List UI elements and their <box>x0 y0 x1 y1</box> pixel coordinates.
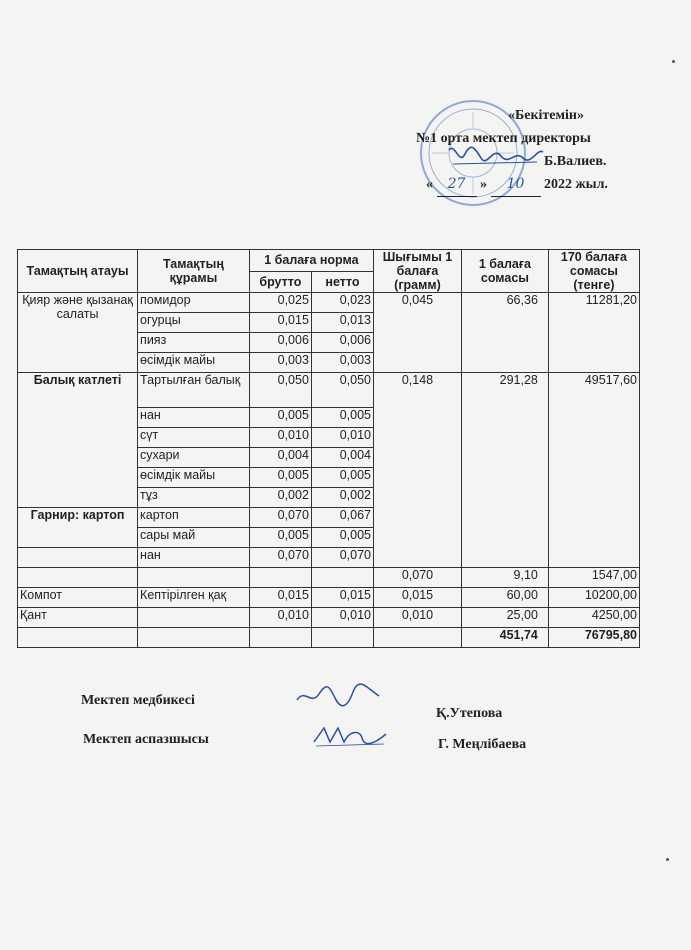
header-cost-one: 1 балаға сомасы <box>461 250 548 293</box>
menu-table <box>17 249 640 648</box>
nurse-signature <box>293 682 383 712</box>
cook-role: Мектеп аспазшысы <box>83 732 209 747</box>
dish-name: Қияр және қызанақ салаты <box>18 293 138 373</box>
netto: 0,013 <box>311 313 373 333</box>
table-row <box>18 568 640 588</box>
cost-one: 291,28 <box>461 373 548 568</box>
netto: 0,050 <box>311 373 373 408</box>
header-brutto: брутто <box>249 271 311 293</box>
ingredient: Тартылған балық <box>138 373 250 408</box>
ingredient: Кептірілген қақ <box>138 588 250 608</box>
cost-one: 60,00 <box>461 588 548 608</box>
brutto: 0,010 <box>249 428 311 448</box>
netto: 0,002 <box>311 488 373 508</box>
brutto: 0,025 <box>249 293 311 313</box>
output: 0,148 <box>374 373 462 568</box>
netto: 0,005 <box>311 468 373 488</box>
cost-one: 25,00 <box>461 608 548 628</box>
brutto: 0,010 <box>249 608 311 628</box>
cost-all: 11281,20 <box>548 293 639 373</box>
ingredient: огурцы <box>138 313 250 333</box>
ingredient: картоп <box>138 508 250 528</box>
totals-row <box>18 628 640 648</box>
cost-all: 49517,60 <box>548 373 639 568</box>
approval-date: « 27 » 10 2022 жыл. <box>416 173 636 197</box>
dish-name: Компот <box>18 588 138 608</box>
ingredient: пияз <box>138 333 250 353</box>
netto: 0,003 <box>311 353 373 373</box>
brutto: 0,004 <box>249 448 311 468</box>
cost-all: 1547,00 <box>548 568 639 588</box>
header-dish-name: Тамақтың атауы <box>18 250 138 293</box>
cost-one: 66,36 <box>461 293 548 373</box>
cost-all: 10200,00 <box>548 588 639 608</box>
header-cost-all: 170 балаға сомасы (тенге) <box>548 250 639 293</box>
brutto: 0,005 <box>249 528 311 548</box>
ingredient: өсімдік майы <box>138 468 250 488</box>
ingredient: тұз <box>138 488 250 508</box>
table-row <box>18 608 640 628</box>
dish-name: Қант <box>18 608 138 628</box>
output: 0,045 <box>374 293 462 373</box>
netto: 0,067 <box>311 508 373 528</box>
brutto: 0,015 <box>249 588 311 608</box>
cost-all: 4250,00 <box>548 608 639 628</box>
ingredient: помидор <box>138 293 250 313</box>
header-row <box>18 250 640 272</box>
netto: 0,070 <box>311 548 373 568</box>
ingredient: өсімдік майы <box>138 353 250 373</box>
ingredient: сүт <box>138 428 250 448</box>
scan-speck <box>666 858 669 861</box>
approval-signatory: Б.Валиев. <box>544 154 607 169</box>
scan-speck <box>672 60 675 63</box>
header-norm: 1 балаға норма <box>249 250 373 272</box>
dish-name: Гарнир: картоп <box>18 508 138 548</box>
netto: 0,023 <box>311 293 373 313</box>
netto: 0,010 <box>311 428 373 448</box>
table-row <box>18 373 640 408</box>
netto: 0,006 <box>311 333 373 353</box>
total-cost-all: 76795,80 <box>548 628 639 648</box>
approval-day: 27 <box>447 176 466 192</box>
brutto: 0,005 <box>249 468 311 488</box>
ingredient: нан <box>138 548 250 568</box>
table-row <box>18 588 640 608</box>
total-cost-one: 451,74 <box>461 628 548 648</box>
netto: 0,015 <box>311 588 373 608</box>
approval-year: 2022 жыл. <box>544 177 608 192</box>
brutto: 0,070 <box>249 508 311 528</box>
dish-name: Балық катлеті <box>18 373 138 508</box>
brutto: 0,006 <box>249 333 311 353</box>
brutto: 0,050 <box>249 373 311 408</box>
ingredient: сары май <box>138 528 250 548</box>
nurse-role: Мектеп медбикесі <box>81 693 195 708</box>
cost-one: 9,10 <box>461 568 548 588</box>
header-output: Шығымы 1 балаға (грамм) <box>374 250 462 293</box>
approval-month: 10 <box>506 176 525 192</box>
output: 0,015 <box>374 588 462 608</box>
brutto: 0,002 <box>249 488 311 508</box>
brutto: 0,005 <box>249 408 311 428</box>
table-row <box>18 293 640 313</box>
brutto: 0,003 <box>249 353 311 373</box>
header-netto: нетто <box>311 271 373 293</box>
output: 0,070 <box>374 568 462 588</box>
netto: 0,010 <box>311 608 373 628</box>
ingredient: нан <box>138 408 250 428</box>
brutto: 0,070 <box>249 548 311 568</box>
output: 0,010 <box>374 608 462 628</box>
ingredient: сухари <box>138 448 250 468</box>
netto: 0,004 <box>311 448 373 468</box>
netto: 0,005 <box>311 528 373 548</box>
approval-title: «Бекітемін» <box>507 108 584 123</box>
cook-name: Г. Меңлібаева <box>438 737 527 752</box>
header-composition: Тамақтың құрамы <box>138 250 250 293</box>
brutto: 0,015 <box>249 313 311 333</box>
netto: 0,005 <box>311 408 373 428</box>
cook-signature <box>310 720 390 750</box>
approval-position: №1 орта мектеп директоры <box>416 131 591 146</box>
nurse-name: Қ.Утепова <box>436 706 503 721</box>
approval-block <box>416 104 636 197</box>
